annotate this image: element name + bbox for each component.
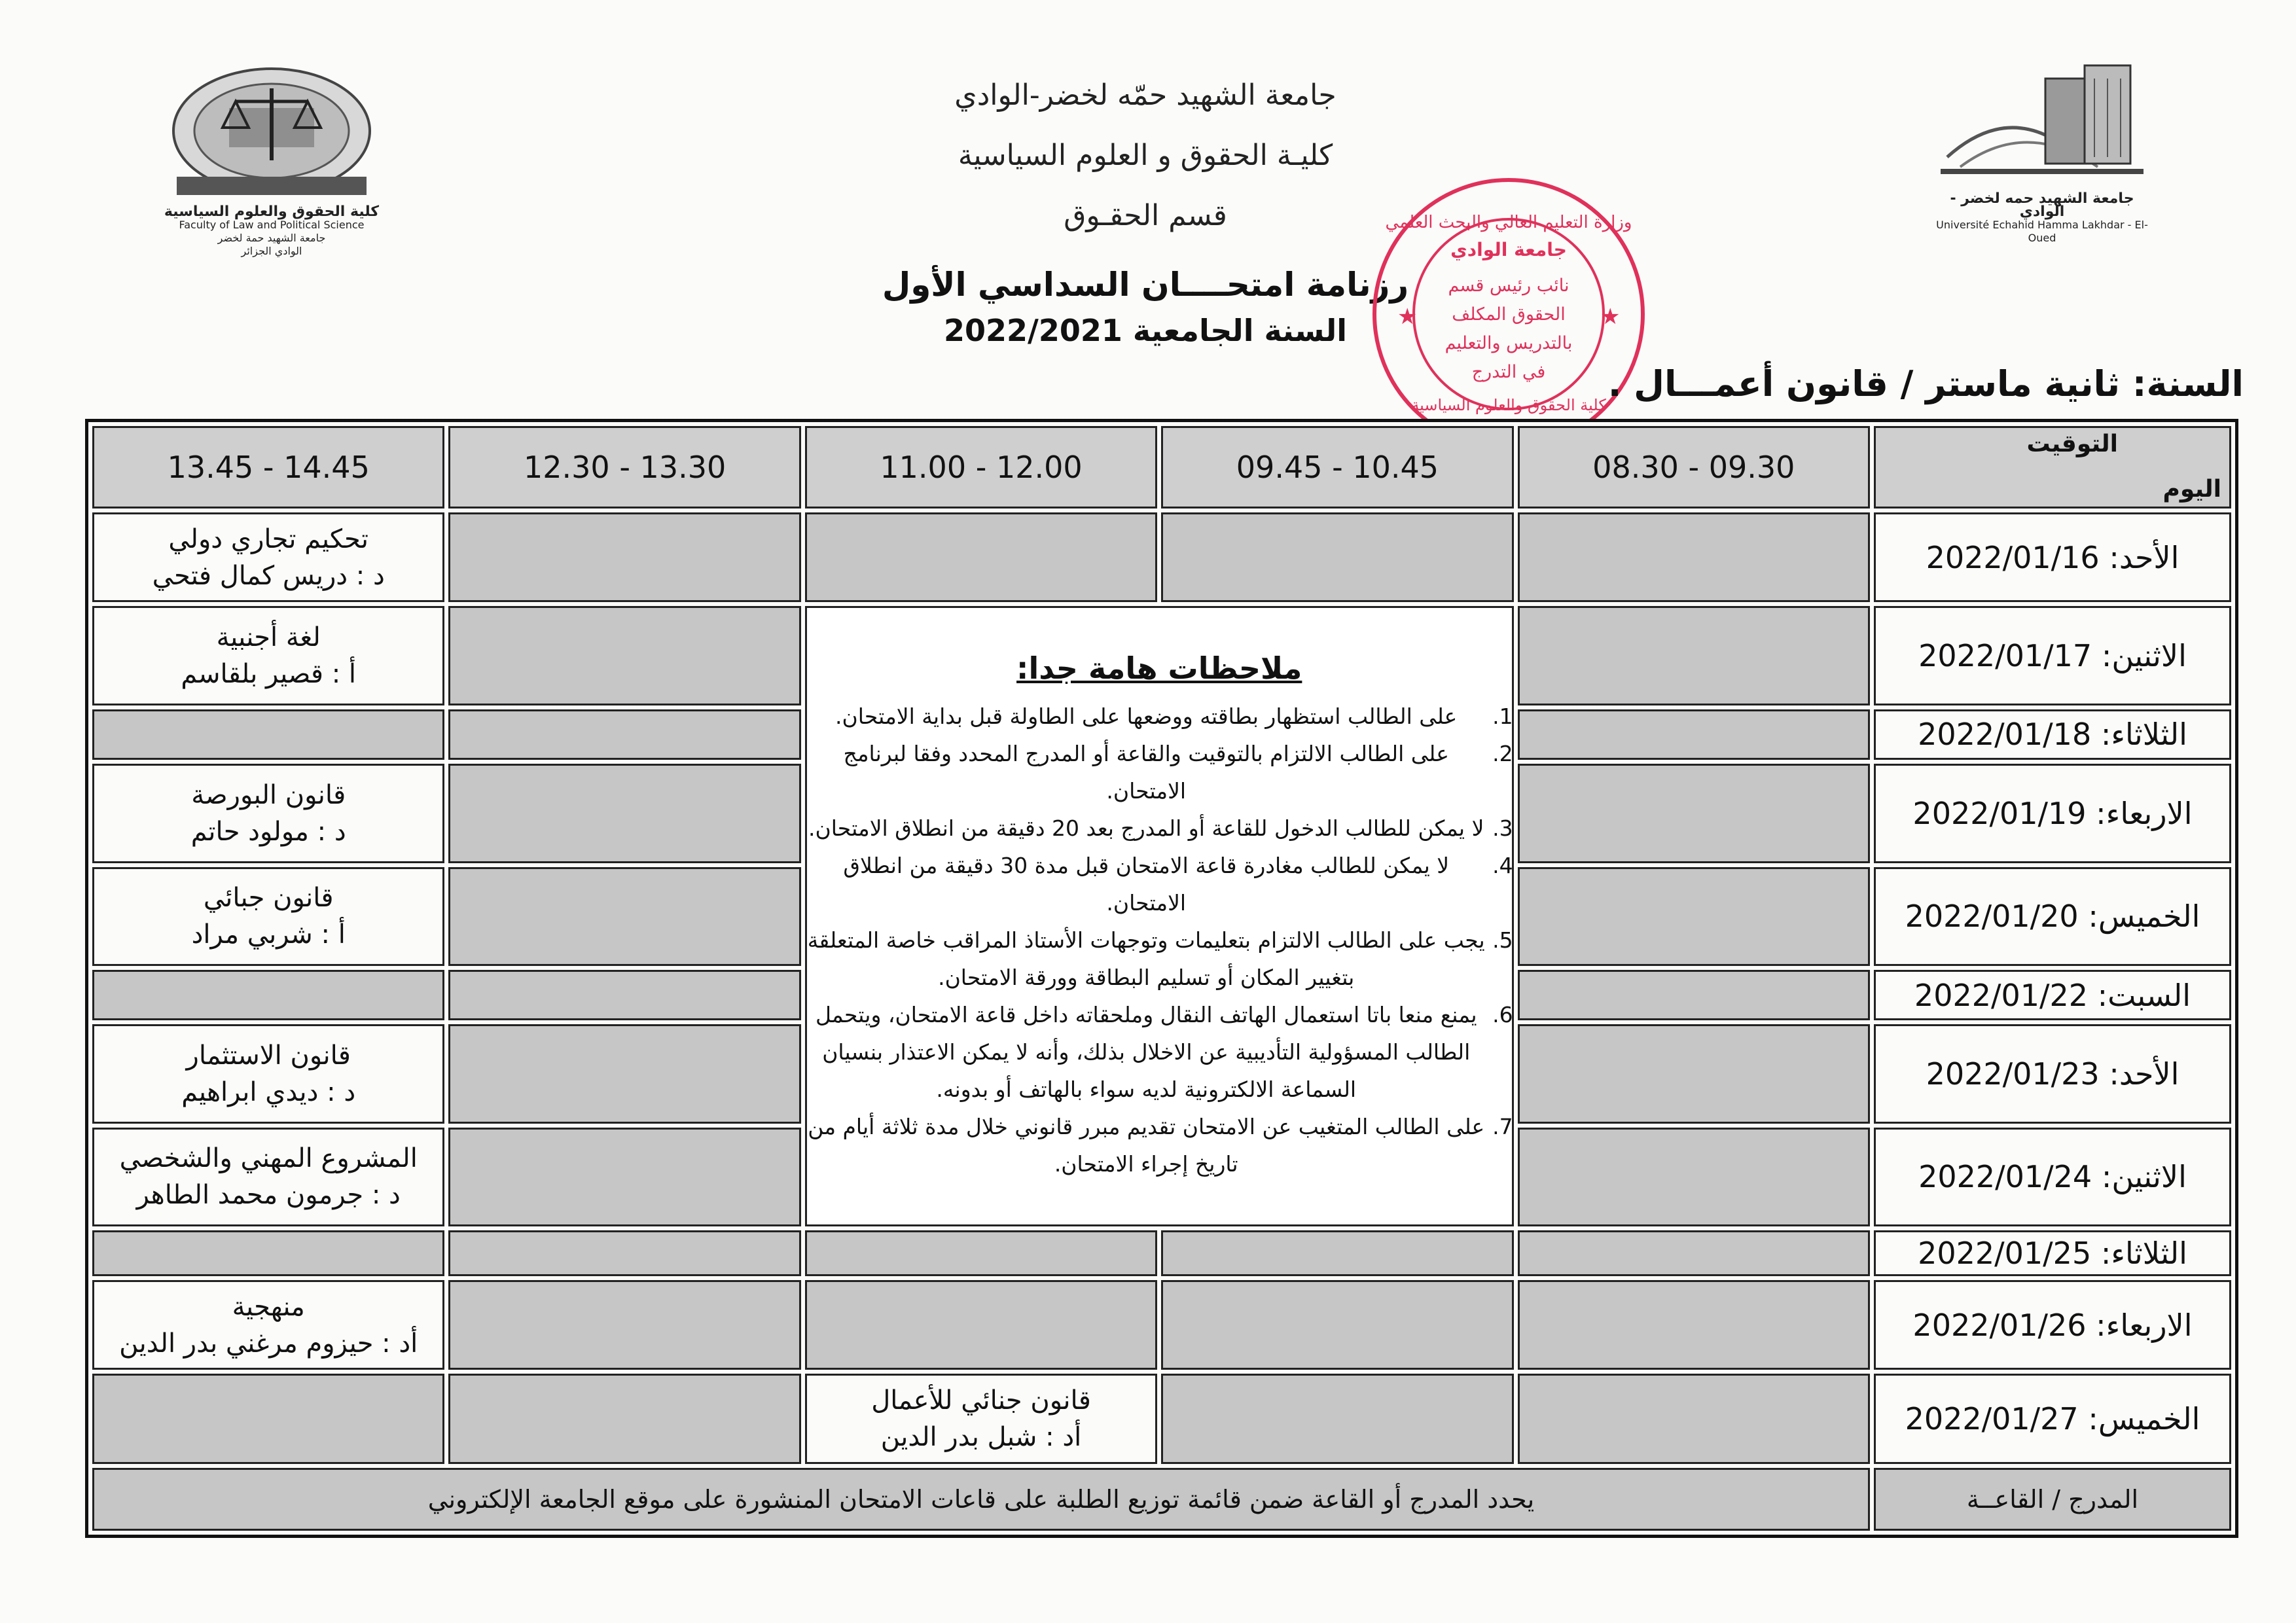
exam-cell [92,867,444,967]
empty-slot [1518,1128,1870,1227]
day-cell: الاثنين: 2022/01/24 [1874,1128,2231,1227]
exam-subject: لغة أجنبية [216,622,321,653]
empty-slot [448,1374,800,1464]
exam-subject: قانون جنائي للأعمال [871,1385,1091,1416]
empty-slot [92,709,444,760]
university-building-icon [1934,59,2150,190]
exam-professor: د : مولود حاتم [190,816,346,847]
empty-slot [1518,1280,1870,1370]
empty-slot [805,1230,1157,1276]
faculty-logo-caption-en: Faculty of Law and Political Science [179,219,365,231]
empty-slot [448,764,800,863]
stamp-outer-text: وزارة التعليم العالي والبحث العلمي [1385,213,1632,232]
note-item: 4. لا يمكن للطالب مغادرة قاعة الامتحان قبل مدة 30 دقيقة من انطلاق الامتحان. [807,847,1486,921]
day-cell: الخميس: 2022/01/27 [1874,1374,2231,1464]
document-header [851,65,1440,348]
corner-time-label: التوقيت [2026,431,2118,457]
exam-subject: قانون الاستثمار [186,1040,351,1071]
empty-slot [448,867,800,967]
faculty-logo-caption-city: الوادي الجزائر [241,245,302,257]
empty-slot [448,1128,800,1227]
stamp-line: بالتدريس والتعليم [1444,333,1573,353]
empty-slot [1518,512,1870,602]
empty-slot [1161,1230,1513,1276]
empty-slot [1518,709,1870,760]
faculty-logo [151,62,393,259]
exam-professor: أ : شربي مراد [191,919,346,950]
empty-slot [448,1280,800,1370]
day-cell: الأحد: 2022/01/16 [1874,512,2231,602]
time-slot-header: 10.45 - 09.45 [1161,426,1513,508]
university-name: جامعة الشهيد حمّه لخضر-الوادي [954,79,1336,112]
faculty-name: كليـة الحقوق و العلوم السياسية [958,139,1333,172]
university-logo-caption-fr: Université Echahid Hamma Lakhdar - El-Oued [1936,219,2148,244]
empty-slot [448,1024,800,1124]
program-line: السنة: ثانية ماستر / قانون أعمـــال . [1607,363,2244,404]
notes-title: ملاحظات هامة جدا: [1016,650,1302,686]
time-slot-header: 13.30 - 12.30 [448,426,800,508]
day-cell: الثلاثاء: 2022/01/25 [1874,1230,2231,1276]
table-footer-row [92,1468,2231,1531]
exam-cell [92,764,444,863]
stamp-mid-text: جامعة الوادي [1450,239,1567,260]
day-cell: الثلاثاء: 2022/01/18 [1874,709,2231,760]
exam-schedule-table [85,419,2238,1538]
exam-professor: أ : قصير بلقاسم [181,659,357,690]
empty-slot [1161,512,1513,602]
exam-subject: قانون جبائي [203,883,334,914]
note-item: 3. لا يمكن للطالب الدخول للقاعة أو المدرج بعد 20 دقيقة من انطلاق الامتحان. [807,810,1486,847]
exam-cell [92,512,444,602]
faculty-logo-caption-sub: جامعة الشهيد حمة لخضر [217,232,326,244]
note-item: 7. على الطالب المتغيب عن الامتحان تقديم مبرر قانوني خلال مدة ثلاثة أيام من تاريخ إجراء الامتحان. [807,1108,1486,1183]
empty-slot [92,1374,444,1464]
svg-text:★: ★ [1600,304,1621,330]
time-slot-header: 12.00 - 11.00 [805,426,1157,508]
exam-cell [92,1128,444,1227]
empty-slot [448,970,800,1020]
stamp-line: نائب رئيس قسم [1448,276,1570,296]
table-row [92,606,2231,705]
notes-list [807,698,1512,1183]
empty-slot [1518,867,1870,967]
empty-slot [1518,1024,1870,1124]
empty-slot [805,512,1157,602]
exam-subject: قانون البورصة [191,779,346,810]
faculty-emblem-icon [151,62,393,203]
note-item: 1. على الطالب استظهار بطاقته ووضعها على الطاولة قبل بداية الامتحان. [807,698,1486,735]
exam-subject: المشروع المهني والشخصي [119,1143,418,1174]
note-item: 5. يجب على الطالب الالتزام بتعليمات وتوجهات الأستاذ المراقب خاصة المتعلقة بتغيير المكان أو تسليم البطاقة وورقة الامتحان. [807,921,1486,996]
note-item: 2. على الطالب الالتزام بالتوقيت والقاعة أو المدرج المحدد وفقا لبرنامج الامتحان. [807,735,1486,810]
note-item: 6. يمنع منعا باتا استعمال الهاتف النقال وملحقاته داخل قاعة الامتحان، ويتحمل الطالب المسؤولية التأديبية عن الاخلال بذلك، وأنه لا يمكن الاعتذار بنسيان السماعة الالكترونية لديه سواء بالهاتف أو بدونه. [807,996,1486,1108]
exam-subject: منهجية [232,1291,305,1322]
table-row [92,1280,2231,1370]
time-slot-header: 14.45 - 13.45 [92,426,444,508]
empty-slot [448,709,800,760]
stamp-line: الحقوق المكلف [1452,304,1566,325]
empty-slot [92,970,444,1020]
corner-cell [1874,426,2231,508]
empty-slot [1518,1230,1870,1276]
stamp-line: في التدرج [1471,362,1546,382]
table-row [92,1230,2231,1276]
document-title: رزنامة امتحــــان السداسي الأول [882,266,1409,304]
time-slot-header: 09.30 - 08.30 [1518,426,1870,508]
empty-slot [1161,1374,1513,1464]
day-cell: الأحد: 2022/01/23 [1874,1024,2231,1124]
official-stamp [1361,167,1656,461]
empty-slot [448,1230,800,1276]
exam-professor: أد : شبل بدر الدين [880,1422,1082,1453]
exam-professor: د : ديدي ابراهيم [181,1077,356,1107]
hall-label: المدرج / القاعــة [1874,1468,2231,1531]
exam-cell [92,1024,444,1124]
hall-note: يحدد المدرج أو القاعة ضمن قائمة توزيع الطلبة على قاعات الامتحان المنشورة على موقع الجامعة الإلكتروني [92,1468,1870,1531]
corner-day-label: اليوم [2162,476,2221,503]
department-name: قسم الحقـوق [1064,199,1227,232]
table-row [92,1374,2231,1464]
table-header-row [92,426,2231,508]
empty-slot [1518,1374,1870,1464]
exam-subject: تحكيم تجاري دولي [168,524,369,554]
table-row [92,512,2231,602]
exam-professor: أد : حيزوم مرغني بدر الدين [119,1328,418,1359]
exam-cell [92,1280,444,1370]
day-cell: الاربعاء: 2022/01/26 [1874,1280,2231,1370]
exam-cell [92,606,444,705]
empty-slot [92,1230,444,1276]
exam-cell [805,1374,1157,1464]
university-logo [1934,59,2150,244]
faculty-logo-caption-ar: كلية الحقوق والعلوم السياسية [164,204,380,220]
stamp-bottom-text: كلية الحقوق والعلوم السياسية [1411,396,1606,414]
svg-text:★: ★ [1397,304,1418,330]
empty-slot [1518,606,1870,705]
empty-slot [448,606,800,705]
empty-slot [448,512,800,602]
empty-slot [1518,764,1870,863]
university-logo-caption-ar: جامعة الشهيد حمه لخضر - الوادي [1950,190,2134,220]
day-cell: الاثنين: 2022/01/17 [1874,606,2231,705]
academic-year: السنة الجامعية 2022/2021 [944,313,1347,348]
day-cell: الخميس: 2022/01/20 [1874,867,2231,967]
day-cell: الاربعاء: 2022/01/19 [1874,764,2231,863]
day-cell: السبت: 2022/01/22 [1874,970,2231,1020]
exam-professor: د : جرمون محمد الطاهر [136,1180,401,1211]
empty-slot [1161,1280,1513,1370]
empty-slot [1518,970,1870,1020]
important-notes-box [805,606,1514,1226]
exam-professor: د : دريس كمال فتحي [152,560,385,591]
empty-slot [805,1280,1157,1370]
